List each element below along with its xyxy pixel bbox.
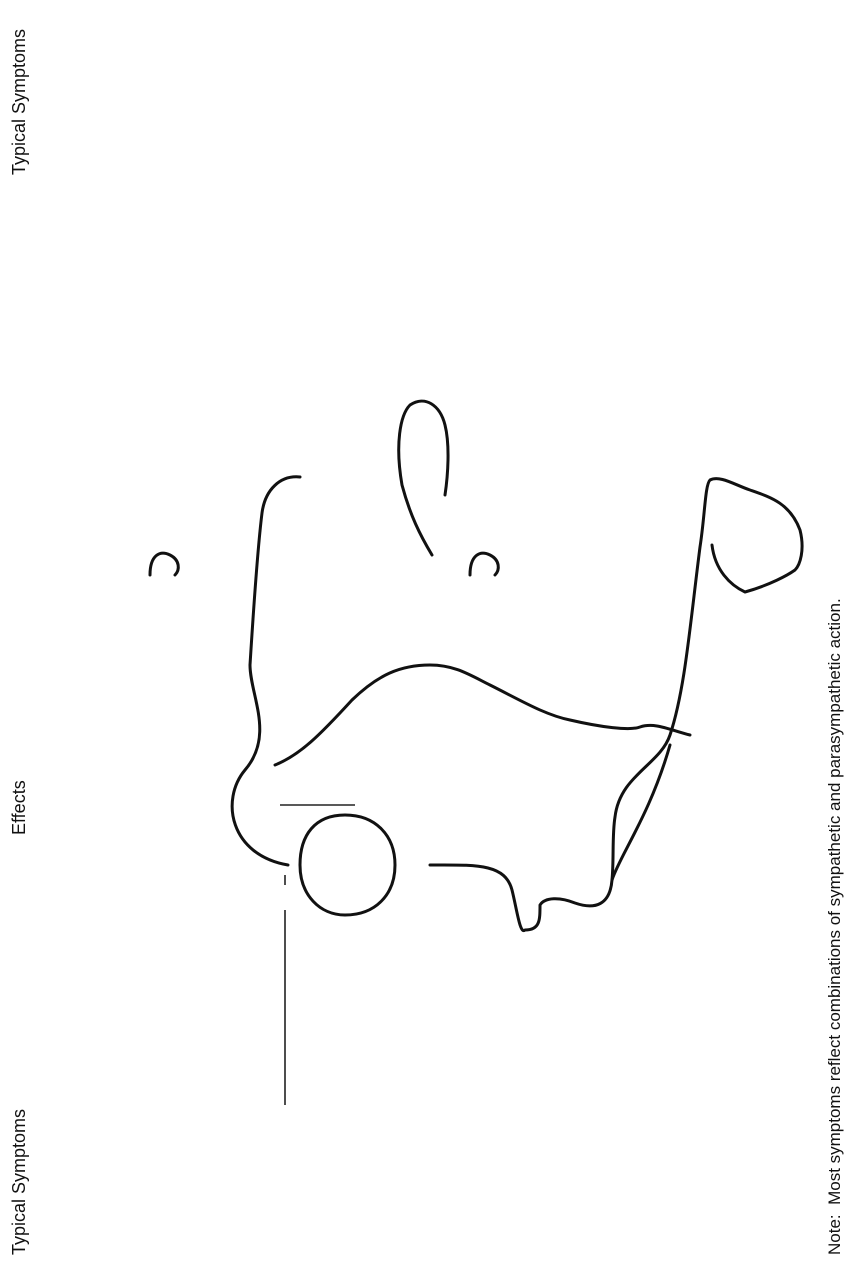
right-symptoms-header: Typical Symptoms xyxy=(9,28,29,175)
footnote: Note: Most symptoms reflect combinations of sympathetic and parasympathetic action. xyxy=(825,598,844,1255)
head-outline xyxy=(300,815,395,915)
left-hand xyxy=(470,553,498,575)
left-symptoms-header: Typical Symptoms xyxy=(9,1108,29,1255)
body-outline xyxy=(430,479,802,931)
arm-left-outline xyxy=(232,477,300,865)
leg-outline xyxy=(399,401,448,555)
left-arm xyxy=(275,665,690,765)
left-arm-upper xyxy=(612,745,670,880)
right-hand xyxy=(150,553,178,575)
effects-header: Effects xyxy=(9,780,29,835)
